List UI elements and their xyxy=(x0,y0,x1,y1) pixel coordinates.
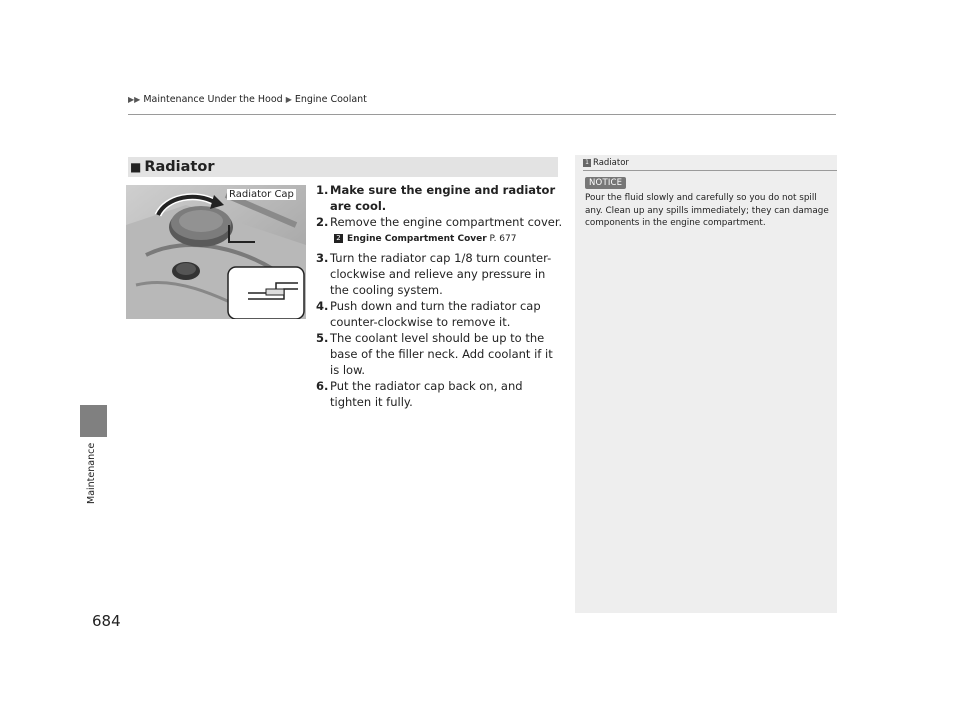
section-title: Radiator xyxy=(144,159,215,175)
notes-panel xyxy=(575,155,837,613)
step-3: 3. Turn the radiator cap 1/8 turn counter-clockwise and relieve any pressure in the cooling system. xyxy=(316,251,552,297)
chapter-tab[interactable] xyxy=(80,405,107,437)
radiator-cap-photo xyxy=(126,185,306,319)
notice-badge: NOTICE xyxy=(585,177,626,189)
step-2: 2. Remove the engine compartment cover. xyxy=(316,215,563,229)
chapter-tab-label: Maintenance xyxy=(86,442,97,504)
step-6: 6. Put the radiator cap back on, and tighten it fully. xyxy=(316,379,523,409)
note-rule xyxy=(583,170,837,171)
radiator-cap-callout: Radiator Cap xyxy=(229,189,294,200)
breadcrumb-item-maintenance[interactable]: Maintenance Under the Hood xyxy=(143,94,283,105)
breadcrumb xyxy=(128,94,367,105)
header-rule xyxy=(128,114,836,115)
breadcrumb-item-coolant[interactable]: Engine Coolant xyxy=(294,94,367,105)
breadcrumb-separator-icon: ▶ xyxy=(285,95,292,104)
cross-reference-arrow-icon: 2 xyxy=(334,234,343,243)
note-heading: 1 Radiator xyxy=(583,158,629,168)
step-4: 4. Push down and turn the radiator cap counter-clockwise to remove it. xyxy=(316,299,541,329)
procedure-steps xyxy=(316,182,564,410)
step-5: 5. The coolant level should be up to the base of the filler neck. Add coolant if it is low. xyxy=(316,331,553,377)
cross-reference-link[interactable]: 2 Engine Compartment Cover P. 677 xyxy=(316,231,564,247)
step-1: 1. Make sure the engine and radiator are cool. xyxy=(316,183,556,213)
section-heading xyxy=(128,157,558,177)
breadcrumb-arrow-icon: ▶▶ xyxy=(128,95,141,104)
section-square-icon: ■ xyxy=(130,160,142,174)
note-marker-icon: 1 xyxy=(583,159,591,167)
page-number: 684 xyxy=(92,612,121,630)
note-body: Pour the fluid slowly and carefully so you do not spill any. Clean up any spills immediately; they can damage components in the engine compartment. xyxy=(585,193,829,228)
